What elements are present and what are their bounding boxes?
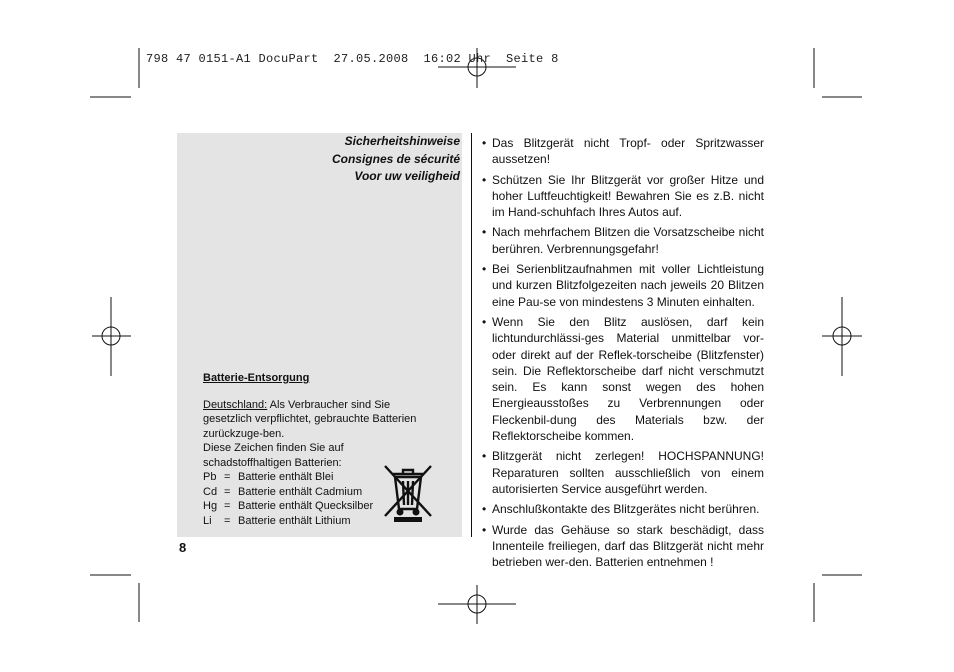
bullet-mark: • bbox=[482, 502, 487, 517]
battery-symbol-label: Batterie enthält Quecksilber bbox=[238, 500, 374, 512]
list-item bbox=[482, 135, 764, 168]
battery-symbol-label: Batterie enthält Cadmium bbox=[238, 485, 363, 498]
bullet-mark: • bbox=[482, 262, 487, 277]
registration-mark-bottom bbox=[438, 585, 516, 624]
bullet-mark: • bbox=[482, 522, 487, 537]
column-divider bbox=[471, 133, 472, 537]
list-item bbox=[482, 522, 764, 571]
bullet-mark: • bbox=[482, 172, 487, 187]
bullet-text: Schützen Sie Ihr Blitzgerät vor großer Hitze und hoher Luftfeuchtigkeit! Bewahren Sie es z.B. nicht im Hand-schuhfach Ihres Autos auf. bbox=[492, 172, 764, 220]
bullet-text: Wenn Sie den Blitz auslösen, darf kein lichtundurchlässi-ges Material unmittelbar vor- oder direkt auf der Reflek-torscheibe (Blitzfenster) sein. Die Reflektorscheibe darf nicht verschmutzt sein. Es kann sonst wegen des hohen Energieausstoßes zu Verbrennungen oder Fleckenbil-dung des Materials bzw. der Reflektorscheibe kommen. bbox=[492, 314, 764, 444]
battery-symbol: Li bbox=[203, 514, 212, 527]
section-title-fr: Consignes de sécurité bbox=[331, 151, 460, 166]
bullet-mark: • bbox=[482, 225, 487, 240]
bullet-text: Das Blitzgerät nicht Tropf- oder Spritzwasser aussetzen! bbox=[492, 136, 764, 167]
battery-symbol-label: Batterie enthält Blei bbox=[238, 471, 334, 483]
battery-text-1: Als Verbraucher sind Sie gesetzlich verpflichtet, gebrauchte Batterien zurückzuge-ben. bbox=[203, 398, 417, 440]
section-titles bbox=[177, 133, 462, 186]
section-title-nl: Voor uw veiligheid bbox=[354, 169, 460, 183]
bullet-mark: • bbox=[482, 136, 487, 150]
registration-mark-left bbox=[92, 297, 131, 376]
battery-symbol: Pb bbox=[203, 471, 217, 483]
equals-sign: = bbox=[224, 485, 231, 498]
equals-sign: = bbox=[224, 514, 231, 527]
battery-heading: Batterie-Entsorgung bbox=[203, 372, 310, 384]
list-item bbox=[482, 224, 764, 257]
bullet-text: Nach mehrfachem Blitzen die Vorsatzscheibe nicht berühren. Verbrennungsgefahr! bbox=[492, 225, 764, 256]
bullet-mark: • bbox=[482, 314, 487, 329]
battery-paragraph-2: Diese Zeichen finden Sie auf schadstoffhaltigen Batterien: bbox=[203, 442, 344, 469]
list-item bbox=[482, 314, 764, 444]
bullet-text: Wurde das Gehäuse so stark beschädigt, dass Innenteile freiliegen, darf das Blitzgerät nicht mehr betrieben wer-den. Batterien entnehmen ! bbox=[492, 522, 764, 570]
battery-paragraph-1 bbox=[203, 398, 435, 442]
bullet-text: Anschlußkontakte des Blitzgerätes nicht berühren. bbox=[492, 502, 760, 517]
crossed-out-wheelie-bin-icon bbox=[381, 461, 435, 523]
list-item bbox=[482, 172, 764, 221]
registration-mark-right bbox=[822, 297, 862, 376]
battery-symbol-label: Batterie enthält Lithium bbox=[238, 514, 351, 527]
page-number: 8 bbox=[179, 540, 187, 555]
safety-instructions-list bbox=[482, 135, 764, 574]
list-item bbox=[482, 261, 764, 310]
battery-symbol: Cd bbox=[203, 485, 218, 498]
list-item bbox=[482, 501, 764, 517]
list-item bbox=[482, 448, 764, 497]
bullet-mark: • bbox=[482, 449, 487, 464]
bullet-text: Blitzgerät nicht zerlegen! HOCHSPANNUNG! Reparaturen sollten ausschließlich von einem autorisierten Service ausgeführt werden. bbox=[492, 449, 764, 496]
battery-symbol: Hg bbox=[203, 500, 218, 512]
equals-sign: = bbox=[224, 500, 231, 512]
section-title-de: Sicherheitshinweise bbox=[344, 134, 460, 148]
bullet-text: Bei Serienblitzaufnahmen mit voller Lichtleistung und kurzen Blitzfolgezeiten nach jeweils 20 Blitzen eine Pau-se von mindestens 3 Minuten einhalten. bbox=[492, 262, 764, 309]
country-label: Deutschland: bbox=[203, 398, 268, 411]
left-gray-panel bbox=[177, 133, 462, 537]
print-slug-header: 798 47 0151-A1 DocuPart 27.05.2008 16:02 Uhr Seite 8 bbox=[146, 52, 559, 66]
equals-sign: = bbox=[224, 471, 231, 483]
